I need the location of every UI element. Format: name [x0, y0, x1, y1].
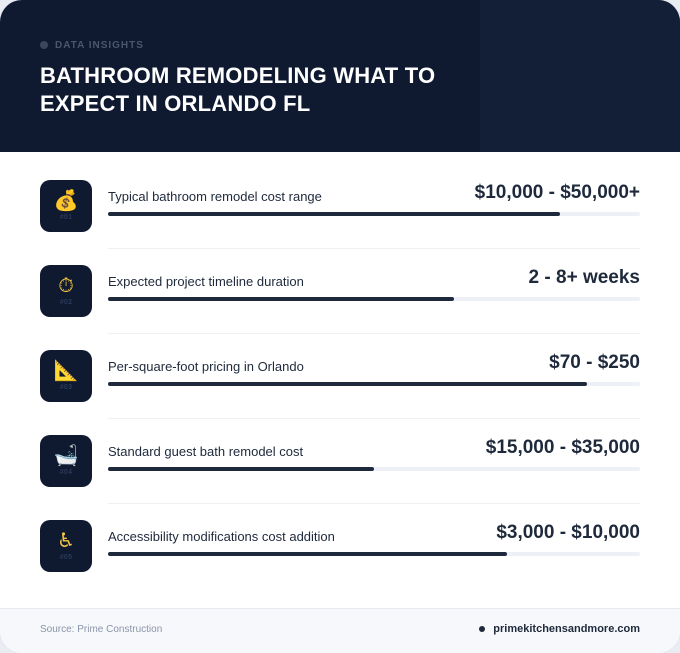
stat-row	[40, 435, 640, 487]
stat-bar-fill	[108, 297, 454, 301]
stat-row	[40, 265, 640, 317]
eyebrow	[40, 38, 144, 52]
stat-number: #02	[59, 298, 73, 306]
stat-bar-track	[108, 297, 640, 301]
stat-bar-fill	[108, 552, 507, 556]
stat-icon-box	[40, 435, 92, 487]
eyebrow-dot-icon	[40, 41, 48, 49]
stat-icon-box	[40, 265, 92, 317]
row-divider	[108, 248, 640, 249]
stat-value: $3,000 - $10,000	[496, 522, 640, 543]
stat-row	[40, 520, 640, 572]
page-title: BATHROOM REMODELING WHAT TO EXPECT IN ORLANDO FL	[40, 63, 436, 116]
stats-list	[40, 180, 640, 605]
stat-bar-track	[108, 552, 640, 556]
stat-value: $10,000 - $50,000+	[474, 182, 640, 203]
header	[0, 0, 680, 152]
site-url: primekitchensandmore.com	[493, 623, 640, 635]
stat-number: #03	[59, 383, 73, 391]
triangle-ruler-icon: 📐	[53, 359, 79, 382]
stat-bar-fill	[108, 212, 560, 216]
row-divider	[108, 503, 640, 504]
header-decor-panel	[480, 0, 680, 152]
stat-value: $15,000 - $35,000	[485, 437, 640, 458]
stat-value: $70 - $250	[549, 352, 640, 373]
stat-icon-box	[40, 180, 92, 232]
eyebrow-label: DATA INSIGHTS	[55, 39, 144, 51]
row-divider	[108, 333, 640, 334]
source-text: Source: Prime Construction	[40, 624, 163, 635]
bullet-dot-icon	[479, 626, 485, 632]
stat-bar-track	[108, 467, 640, 471]
stat-bar-fill	[108, 467, 374, 471]
stat-row	[40, 180, 640, 232]
stat-icon-box	[40, 350, 92, 402]
stat-icon-box	[40, 520, 92, 572]
stat-number: #01	[59, 213, 73, 221]
stat-label: Standard guest bath remodel cost	[108, 444, 304, 459]
stat-row	[40, 350, 640, 402]
stat-value: 2 - 8+ weeks	[528, 267, 640, 288]
stat-label: Accessibility modifications cost addition	[108, 529, 335, 544]
row-divider	[108, 418, 640, 419]
money-bag-icon: 💰	[53, 189, 79, 212]
stat-bar-track	[108, 212, 640, 216]
stat-number: #05	[59, 553, 73, 561]
bathtub-icon: 🛁	[53, 444, 79, 467]
stopwatch-icon: ⏱	[58, 274, 74, 297]
stat-label: Typical bathroom remodel cost range	[108, 189, 322, 204]
stat-number: #04	[59, 468, 73, 476]
footer	[0, 608, 680, 653]
stat-label: Expected project timeline duration	[108, 274, 304, 289]
wheelchair-icon: ♿	[57, 529, 75, 552]
stat-label: Per-square-foot pricing in Orlando	[108, 359, 304, 374]
stat-bar-fill	[108, 382, 587, 386]
site-link[interactable]	[479, 623, 640, 635]
stat-bar-track	[108, 382, 640, 386]
